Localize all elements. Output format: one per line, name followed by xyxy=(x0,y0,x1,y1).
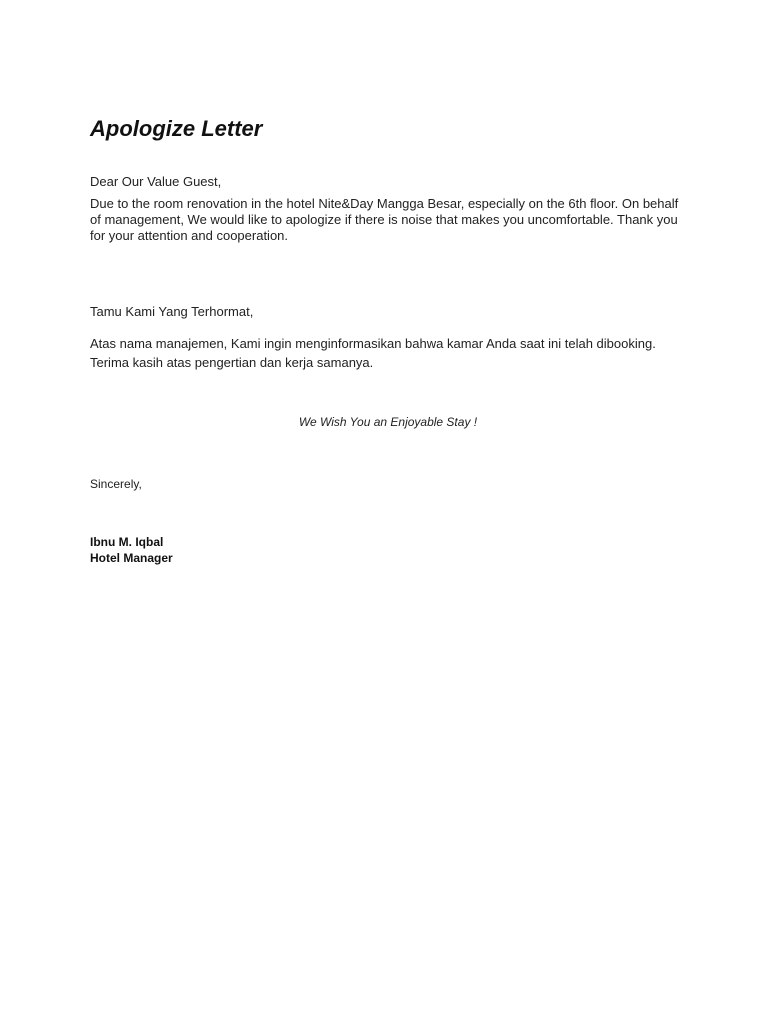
signer-title: Hotel Manager xyxy=(90,551,173,565)
closing-salutation: Sincerely, xyxy=(90,477,142,491)
greeting-english: Dear Our Value Guest, xyxy=(90,174,222,189)
signer-name: Ibnu M. Iqbal xyxy=(90,535,164,549)
body-english: Due to the room renovation in the hotel Nite&Day Mangga Besar, especially on the 6th floor. On behalf of management, We would like to apologize if there is noise that makes you uncomfortable. Thank you for your attention and cooperation. xyxy=(90,196,679,243)
greeting-indonesian: Tamu Kami Yang Terhormat, xyxy=(90,304,254,319)
body-indonesian: Atas nama manajemen, Kami ingin menginformasikan bahwa kamar Anda saat ini telah dibooking. Terima kasih atas pengertian dan kerja samanya. xyxy=(90,336,656,370)
wish-line: We Wish You an Enjoyable Stay ! xyxy=(298,415,478,429)
letter-title: Apologize Letter xyxy=(90,116,263,141)
letter-content xyxy=(90,114,686,566)
signature-block xyxy=(90,534,686,566)
